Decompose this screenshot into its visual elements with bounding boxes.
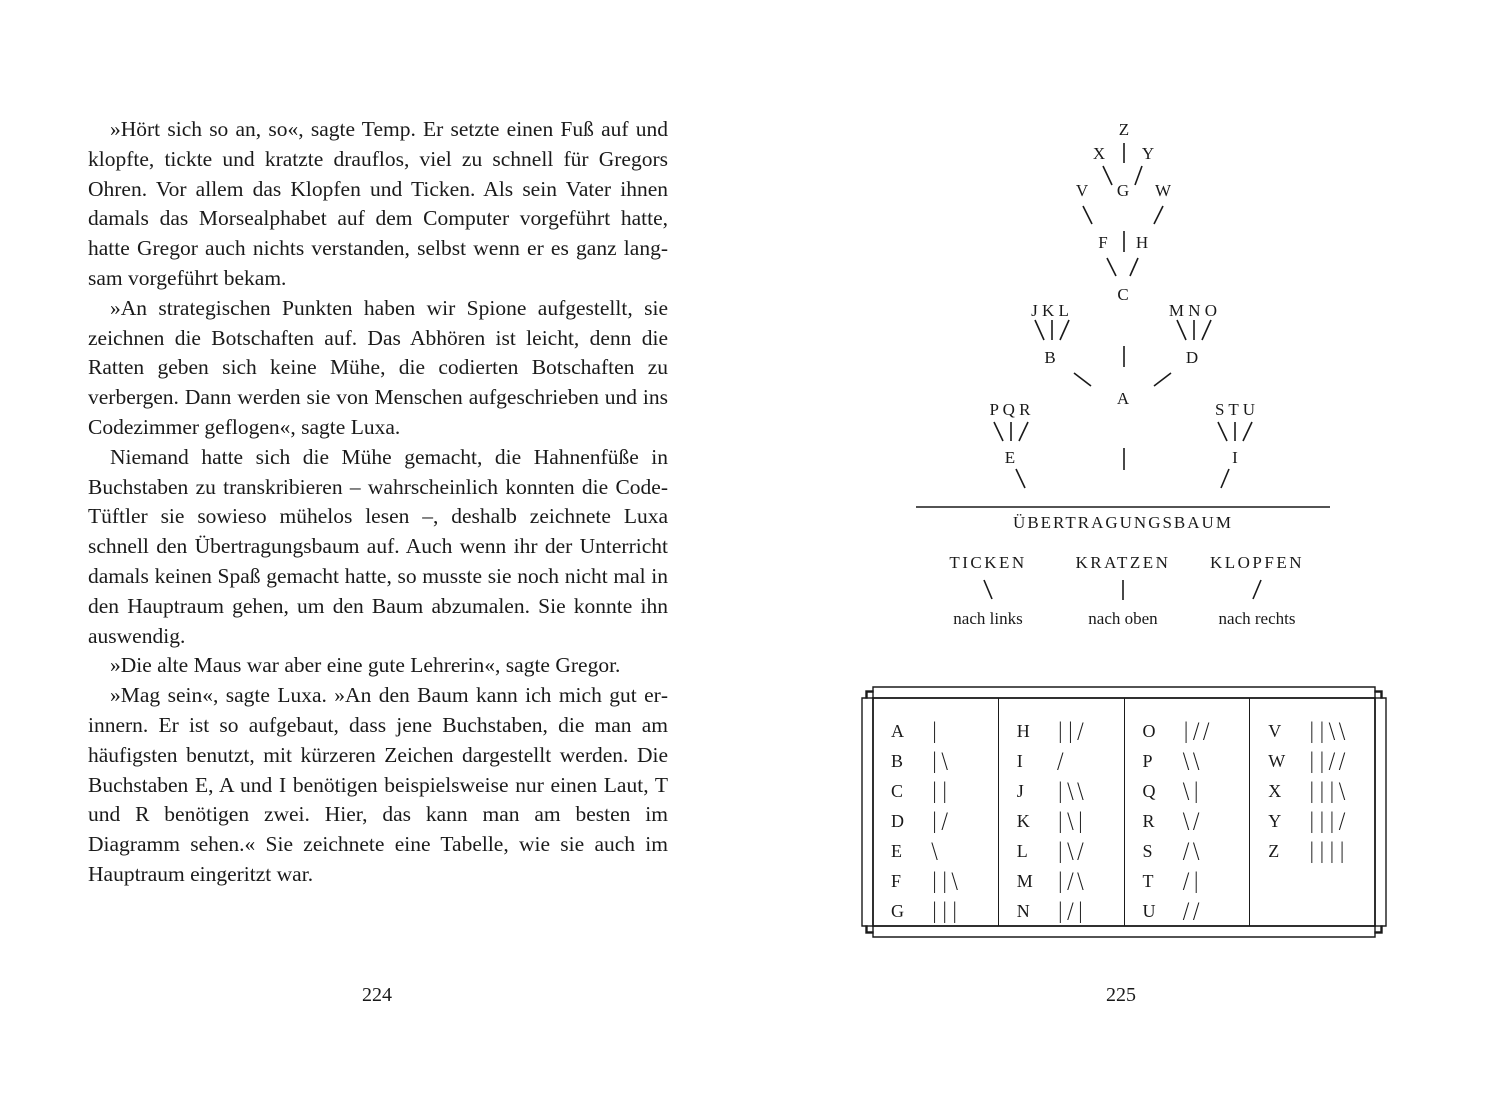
code-letter: I bbox=[1016, 750, 1023, 771]
code-letter: E bbox=[891, 840, 902, 861]
code-row bbox=[891, 866, 998, 896]
paragraph-5: »Mag sein«, sagte Luxa. »An den Baum kann ich mich gut erinnern. Er ist so aufgebaut, dass jene Buchstaben, die man am häufigsten benutzt, mit kürzeren Zeichen dargestellt werden. Die Buchstaben E, A und I benötigen beispielsweise nur einen Laut, T und R benötigen zwei. Hier, das kann man am besten im Diagramm sehen.« Sie zeichnete eine Tabelle, wie sie auch im Hauptraum eingeritzt war. bbox=[88, 683, 668, 886]
code-row bbox=[891, 896, 998, 926]
stroke-h-w bbox=[1154, 206, 1163, 224]
code-row bbox=[1143, 806, 1250, 836]
letter-h: H bbox=[1135, 233, 1149, 252]
stroke-i-s bbox=[1218, 422, 1227, 441]
letters-stu: S T U bbox=[1214, 400, 1256, 419]
letter-v: V bbox=[1075, 181, 1089, 200]
code-column bbox=[1124, 698, 1250, 926]
code-column bbox=[1249, 698, 1375, 926]
code-letter: Q bbox=[1142, 780, 1156, 801]
code-letter: L bbox=[1016, 840, 1028, 861]
code-letter: D bbox=[891, 810, 904, 831]
code-letter: T bbox=[1142, 870, 1154, 891]
code-symbol: ||// bbox=[1308, 749, 1349, 773]
letters-jkl: J K L bbox=[1031, 301, 1069, 320]
legend-stroke-ticken bbox=[984, 580, 992, 599]
code-letter: P bbox=[1142, 750, 1153, 771]
code-letter: G bbox=[891, 900, 904, 921]
code-row bbox=[1017, 776, 1124, 806]
code-symbol: /| bbox=[1182, 869, 1203, 893]
direction-legend bbox=[949, 553, 1304, 628]
code-symbol: / bbox=[1056, 749, 1067, 773]
code-symbol: |\| bbox=[1056, 809, 1087, 833]
code-row bbox=[1017, 746, 1124, 776]
stroke-a-b bbox=[1074, 373, 1091, 386]
stroke-e-r bbox=[1019, 422, 1028, 441]
letter-z: Z bbox=[1118, 120, 1130, 139]
letter-f: F bbox=[1098, 233, 1108, 252]
code-symbol: \ bbox=[931, 839, 942, 863]
letter-g: G bbox=[1116, 181, 1130, 200]
letters-pqr: P Q R bbox=[989, 400, 1031, 419]
code-row bbox=[891, 806, 998, 836]
code-symbol: // bbox=[1182, 899, 1203, 923]
code-symbol: |/ bbox=[931, 809, 952, 833]
letter-i: I bbox=[1232, 448, 1238, 467]
letter-b: B bbox=[1044, 348, 1056, 367]
stroke-b-j bbox=[1035, 320, 1044, 340]
code-letter: U bbox=[1142, 900, 1156, 921]
code-symbol: \\ bbox=[1182, 749, 1203, 773]
paragraph-2: »An strategischen Punkten haben wir Spione aufgestellt, sie zeichnen die Botschaften auf. Das Abhören ist leicht, denn die Ratten geben sich keine Mühe, die codierten Botschaften zu verbergen. Dann werden sie von Menschen aufgeschrieben und ins Codezimmer geflogen«, sagte Luxa. bbox=[88, 295, 668, 439]
code-row bbox=[1268, 746, 1375, 776]
code-row bbox=[1143, 836, 1250, 866]
tree-letters bbox=[990, 120, 1255, 467]
paragraph-1: »Hört sich so an, so«, sagte Temp. Er setzte einen Fuß auf und klopfte, tickte und kratzte drauflos, viel zu schnell für Gregors Ohren. Vor allem das Klopfen und Ticken. Als sein Vater ihnen damals das Morsealphabet auf dem Computer vorgeführt hatte, hatte Gregor auch nichts verstanden, selbst wenn er es ganz langsam vorgeführt bekam. bbox=[88, 117, 668, 290]
code-symbol: |||| bbox=[1308, 839, 1349, 863]
code-symbol: |\\ bbox=[1056, 779, 1087, 803]
right-page bbox=[750, 0, 1500, 1098]
code-letter: K bbox=[1016, 810, 1030, 831]
code-letter: Z bbox=[1268, 840, 1280, 861]
code-letter: H bbox=[1016, 720, 1030, 741]
stroke-root-i bbox=[1221, 469, 1229, 488]
legend-desc-klopfen: nach rechts bbox=[1218, 609, 1296, 628]
stroke-d-o bbox=[1202, 320, 1211, 340]
code-symbol: |||/ bbox=[1308, 809, 1349, 833]
code-row bbox=[1017, 866, 1124, 896]
code-symbol: ||\\ bbox=[1308, 719, 1349, 743]
code-symbol: |||\ bbox=[1308, 779, 1349, 803]
code-letter: B bbox=[891, 750, 904, 771]
code-table bbox=[861, 686, 1387, 938]
code-symbol: |// bbox=[1182, 719, 1213, 743]
transfer-tree-diagram bbox=[750, 0, 1500, 660]
code-letter: R bbox=[1142, 810, 1155, 831]
code-row bbox=[1143, 896, 1250, 926]
stroke-g-y bbox=[1135, 166, 1142, 185]
code-row bbox=[891, 716, 998, 746]
code-row bbox=[891, 836, 998, 866]
legend-strokes bbox=[984, 580, 1261, 600]
code-symbol: /\ bbox=[1182, 839, 1203, 863]
legend-desc-ticken: nach links bbox=[953, 609, 1023, 628]
code-letter: O bbox=[1142, 720, 1156, 741]
code-symbol: | bbox=[931, 719, 942, 743]
legend-stroke-klopfen bbox=[1253, 580, 1261, 599]
legend-desc-kratzen: nach oben bbox=[1088, 609, 1158, 628]
code-symbol: ||/ bbox=[1056, 719, 1087, 743]
code-letter: C bbox=[891, 780, 904, 801]
letters-mno: M N O bbox=[1168, 301, 1218, 320]
code-row bbox=[1143, 746, 1250, 776]
code-symbol: ||\ bbox=[931, 869, 962, 893]
code-symbol: \/ bbox=[1182, 809, 1203, 833]
page-number-right: 225 bbox=[1106, 984, 1136, 1006]
code-symbol: ||| bbox=[931, 899, 962, 923]
code-row bbox=[1268, 716, 1375, 746]
code-letter: V bbox=[1268, 720, 1282, 741]
legend-label-ticken: TICKEN bbox=[949, 553, 1027, 572]
code-letter: X bbox=[1268, 780, 1282, 801]
page-number-left: 224 bbox=[362, 984, 392, 1006]
code-row bbox=[1017, 716, 1124, 746]
tree-title: ÜBERTRAGUNGSBAUM bbox=[1013, 513, 1233, 532]
stroke-d-m bbox=[1177, 320, 1186, 340]
code-letter: W bbox=[1268, 750, 1286, 771]
code-row bbox=[1268, 836, 1375, 866]
code-symbol: |\ bbox=[931, 749, 952, 773]
letter-d: D bbox=[1185, 348, 1199, 367]
stroke-a-d bbox=[1154, 373, 1171, 386]
code-letter: N bbox=[1016, 900, 1030, 921]
code-row bbox=[891, 776, 998, 806]
legend-label-klopfen: KLOPFEN bbox=[1209, 553, 1305, 572]
code-symbol: || bbox=[931, 779, 952, 803]
code-row bbox=[1017, 836, 1124, 866]
code-row bbox=[1017, 896, 1124, 926]
code-letter: Y bbox=[1268, 810, 1282, 831]
stroke-b-l bbox=[1060, 320, 1069, 340]
stroke-root-e bbox=[1016, 469, 1025, 488]
stroke-c-f bbox=[1107, 258, 1116, 276]
paragraph-4: »Die alte Maus war aber eine gute Lehrerin«, sagte Gregor. bbox=[110, 653, 621, 678]
code-row bbox=[1143, 716, 1250, 746]
code-symbol: |\/ bbox=[1056, 839, 1087, 863]
code-symbol: \| bbox=[1182, 779, 1203, 803]
letter-e: E bbox=[1004, 448, 1016, 467]
letter-a: A bbox=[1116, 389, 1130, 408]
code-row bbox=[1143, 866, 1250, 896]
code-row bbox=[1017, 806, 1124, 836]
code-grid bbox=[873, 698, 1375, 926]
paragraph-3: Niemand hatte sich die Mühe gemacht, die Hahnenfüße in Buchstaben zu transkribieren – wahrscheinlich konnten die Code-Tüftler sie sowieso mühelos lesen –, deshalb zeichnete Luxa schnell den Übertragungsbaum auf. Auch wenn ihr der Unterricht damals keinen Spaß gemacht hatte, so musste sie noch nicht mal in den Hauptraum gehen, um den Baum abzumalen. Sie konnte ihn auswendig. bbox=[88, 444, 668, 648]
code-letter: M bbox=[1016, 870, 1033, 891]
code-letter: J bbox=[1016, 780, 1024, 801]
code-row bbox=[1268, 776, 1375, 806]
code-row bbox=[1268, 806, 1375, 836]
code-letter: F bbox=[891, 870, 902, 891]
code-symbol: |/| bbox=[1056, 899, 1087, 923]
body-text bbox=[88, 115, 668, 890]
stroke-i-u bbox=[1243, 422, 1252, 441]
stroke-f-v bbox=[1083, 206, 1092, 224]
code-row bbox=[1143, 776, 1250, 806]
letter-w: W bbox=[1154, 181, 1172, 200]
legend-label-kratzen: KRATZEN bbox=[1075, 553, 1171, 572]
code-letter: S bbox=[1142, 840, 1153, 861]
letter-x: X bbox=[1092, 144, 1106, 163]
code-letter: A bbox=[891, 720, 904, 741]
code-row bbox=[891, 746, 998, 776]
letter-y: Y bbox=[1141, 144, 1155, 163]
code-column bbox=[998, 698, 1124, 926]
code-symbol: |/\ bbox=[1056, 869, 1087, 893]
code-column bbox=[873, 698, 998, 926]
stroke-c-h bbox=[1130, 258, 1138, 276]
stroke-e-p bbox=[994, 422, 1003, 441]
stroke-g-x bbox=[1103, 166, 1112, 185]
letter-c: C bbox=[1117, 285, 1129, 304]
